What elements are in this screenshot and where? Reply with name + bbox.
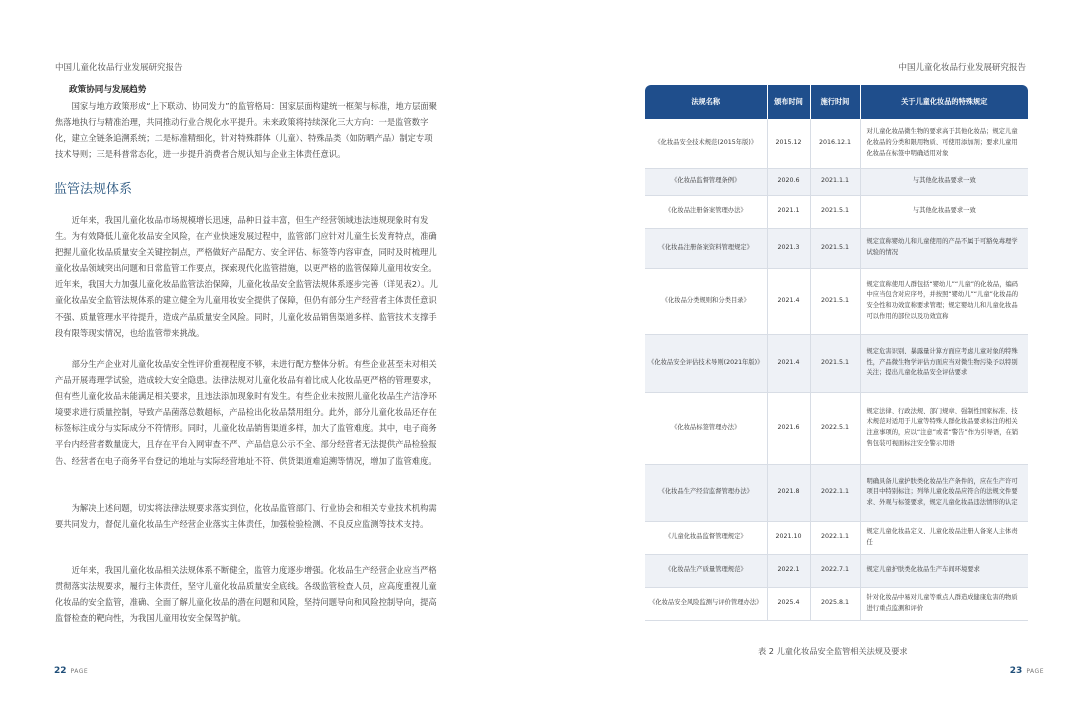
header-issue-date: 颁布时间 [767,85,810,119]
cell-issue-date: 2021.1 [767,195,810,228]
cell-special-provisions: 规定法律、行政法规、部门规章、强制性国家标准、技术规范对适用于儿童等特殊人群化妆品要求标注的相关注意事项的，应以“注意”或者“警告”作为引导语，在销售包装可视面标注安全警示用语 [860,392,1028,464]
intro-paragraph [55,98,440,162]
subsection-title: 政策协同与发展趋势 [69,85,147,95]
regulations-table-grid [645,85,1028,621]
cell-effective-date: 2021.1.1 [810,168,860,195]
paragraph-2-text: 部分生产企业对儿童化妆品安全性评价重视程度不够，未进行配方整体分析。有些企业甚至未对相关产品开展毒理学试验，造成较大安全隐患。法律法规对儿童化妆品有着比成人化妆品更严格的管理要求，但有些儿童化妆品未能满足相关要求，且违法添加现象时有发生。有些企业未按照儿童化妆品生产洁净环境要求进行质量控制，导致产品菌落总数超标，产品检出化妆品禁用组分。此外，部分儿童化妆品还存在标签标注成分与实际成分不符情形。同时，儿童化妆品销售渠道多样，加大了监管难度。其中，电子商务平台内经营者数量庞大，且存在平台入网审查不严、产品信息公示不全、部分经营者无法提供产品检验报告、经营者在电子商务平台登记的地址与实际经营地址不符、供货渠道难追溯等情况，增加了监管难度。 [55,359,437,466]
table-row [645,587,1028,620]
cell-special-provisions: 规定宣称使用人群包括“婴幼儿”“儿童”的化妆品，编码中应当包含对应序号，并按照“婴幼儿”“儿童”化妆品的安全性和功效宣称要求管理；规定婴幼儿和儿童化妆品可以作用的部位以及功效宣称 [860,268,1028,334]
cell-effective-date: 2016.12.1 [810,119,860,168]
cell-issue-date: 2021.4 [767,268,810,334]
cell-special-provisions: 与其他化妆品要求一致 [860,195,1028,228]
table-row [645,464,1028,521]
header-effective-date: 施行时间 [810,85,860,119]
cell-regulation-name: 《化妆品注册备案资料管理规定》 [645,228,767,268]
cell-effective-date: 2022.7.1 [810,554,860,587]
running-header: 中国儿童化妆品行业发展研究报告 [898,63,1026,73]
cell-regulation-name: 《化妆品注册备案管理办法》 [645,195,767,228]
table-body [645,119,1028,620]
cell-regulation-name: 《化妆品标签管理办法》 [645,392,767,464]
cell-regulation-name: 《化妆品安全风险监测与评价管理办法》 [645,587,767,620]
cell-special-provisions: 明确具备儿童护肤类化妆品生产条件的，应在生产许可项目中特别标注；列举儿童化妆品应符合的法规文件要求、外观与标签要求，规定儿童化妆品违法情形的认定 [860,464,1028,521]
section-title: 监管法规体系 [54,182,133,197]
table-row [645,268,1028,334]
page-number [1010,666,1044,676]
paragraph-4-text: 近年来，我国儿童化妆品相关法规体系不断健全，监管力度逐步增强。化妆品生产经营企业应当严格贯彻落实法规要求，履行主体责任，坚守儿童化妆品质量安全底线。各级监管检查人员，应高度重视儿童化妆品的安全监管，准确、全面了解儿童化妆品的潜在问题和风险，坚持问题导向和风险控制导向，提高监督检查的靶向性，为我国儿童用妆安全保驾护航。 [55,565,437,624]
cell-special-provisions: 针对化妆品中易对儿童等重点人群造成健康危害的物质进行重点监测和评价 [860,587,1028,620]
cell-regulation-name: 《儿童化妆品监督管理规定》 [645,521,767,554]
cell-issue-date: 2021.8 [767,464,810,521]
table-row [645,334,1028,392]
cell-issue-date: 2020.6 [767,168,810,195]
cell-special-provisions: 规定儿童化妆品定义、儿童化妆品注册人备案人主体责任 [860,521,1028,554]
cell-regulation-name: 《化妆品分类规则和分类目录》 [645,268,767,334]
cell-special-provisions: 规定危害识别、暴露量计算方面应考虑儿童对象的特殊性，产品微生物学评估方面应当对微生物污染予以特别关注；提出儿童化妆品安全评估要求 [860,334,1028,392]
header-regulation-name: 法规名称 [645,85,767,119]
paragraph-3 [55,500,440,532]
table-caption: 表 2 儿童化妆品安全监管相关法规及要求 [758,646,908,656]
cell-effective-date: 2021.5.1 [810,334,860,392]
page-number-value: 22 [54,666,67,676]
page-label: PAGE [1026,668,1044,675]
paragraph-4 [55,562,440,626]
cell-issue-date: 2015.12 [767,119,810,168]
cell-issue-date: 2021.6 [767,392,810,464]
page-number-value: 23 [1009,666,1023,676]
cell-effective-date: 2025.8.1 [810,587,860,620]
table-row [645,554,1028,587]
cell-special-provisions: 规定儿童护肤类化妆品生产车间环境要求 [860,554,1028,587]
paragraph-3-text: 为解决上述问题，切实将法律法规要求落实到位，化妆品监管部门、行业协会和相关专业技术机构需要共同发力，督促儿童化妆品生产经营企业落实主体责任，加强检验检测、不良反应监测等技术支持。 [55,503,437,530]
cell-regulation-name: 《化妆品生产质量管理规范》 [645,554,767,587]
paragraph-1-text: 近年来，我国儿童化妆品市场规模增长迅速，品种日益丰富，但生产经营领域违法违规现象时有发生。为有效降低儿童化妆品安全风险，在产业快速发展过程中，监管部门应针对儿童生长发育特点，准确把握儿童化妆品质量安全关键控制点，严格做好产品配方、安全评估、标签等内容审查，同时及时梳理儿童化妆品领域突出问题和日常监管工作要点，探索现代化监管措施，以更严格的监管保障儿童用妆安全。近年来，我国大力加强儿童化妆品监管法治保障，儿童化妆品安全监管法规体系逐步完善（详见表2）。儿童化妆品安全监管法规体系的建立健全为儿童用妆安全提供了保障，但仍有部分生产经营者主体责任意识不强、质量管理水平待提升，造成产品质量安全风险。同时，儿童化妆品销售渠道多样、监管技术支撑手段有限等现实情况，也给监管带来挑战。 [55,215,438,338]
cell-issue-date: 2025.4 [767,587,810,620]
table-row [645,168,1028,195]
page-number [54,666,88,676]
table-row [645,195,1028,228]
page-label: PAGE [70,668,89,675]
cell-regulation-name: 《化妆品安全评估技术导则(2021年版)》 [645,334,767,392]
table-row [645,228,1028,268]
table-row [645,119,1028,168]
cell-special-provisions: 规定宣称婴幼儿和儿童使用的产品不属于可豁免毒理学试验的情况 [860,228,1028,268]
cell-regulation-name: 《化妆品监督管理条例》 [645,168,767,195]
cell-special-provisions: 与其他化妆品要求一致 [860,168,1028,195]
cell-issue-date: 2021.3 [767,228,810,268]
cell-effective-date: 2021.5.1 [810,228,860,268]
table-row [645,392,1028,464]
cell-effective-date: 2022.1.1 [810,464,860,521]
paragraph-1 [55,212,440,341]
cell-issue-date: 2021.4 [767,334,810,392]
intro-text: 国家与地方政策形成“上下联动、协同发力”的监管格局：国家层面构建统一框架与标准，地方层面聚焦落地执行与精准治理，共同推动行业合规化水平提升。未来政策将持续深化三大方向：一是监管数字化，建立全链条追溯系统；二是标准精细化，针对特殊群体（儿童）、特殊品类（如防晒产品）制定专项技术导则；三是科普常态化，进一步提升消费者合规认知与企业主体责任意识。 [55,101,437,160]
cell-effective-date: 2021.5.1 [810,268,860,334]
table-header-row [645,85,1028,119]
cell-regulation-name: 《化妆品安全技术规范(2015年版)》 [645,119,767,168]
regulations-table [645,85,1028,641]
cell-issue-date: 2022.1 [767,554,810,587]
paragraph-2 [55,356,440,469]
cell-regulation-name: 《化妆品生产经营监督管理办法》 [645,464,767,521]
cell-effective-date: 2022.1.1 [810,521,860,554]
running-header: 中国儿童化妆品行业发展研究报告 [55,63,183,73]
table-row [645,521,1028,554]
cell-issue-date: 2021.10 [767,521,810,554]
cell-effective-date: 2021.5.1 [810,195,860,228]
cell-effective-date: 2022.5.1 [810,392,860,464]
cell-special-provisions: 对儿童化妆品微生物的要求高于其他化妆品；规定儿童化妆品的分类和限用物质、可使用添加剂；要求儿童用化妆品在标签中明确适用对象 [860,119,1028,168]
header-special-provisions: 关于儿童化妆品的特殊规定 [860,85,1028,119]
